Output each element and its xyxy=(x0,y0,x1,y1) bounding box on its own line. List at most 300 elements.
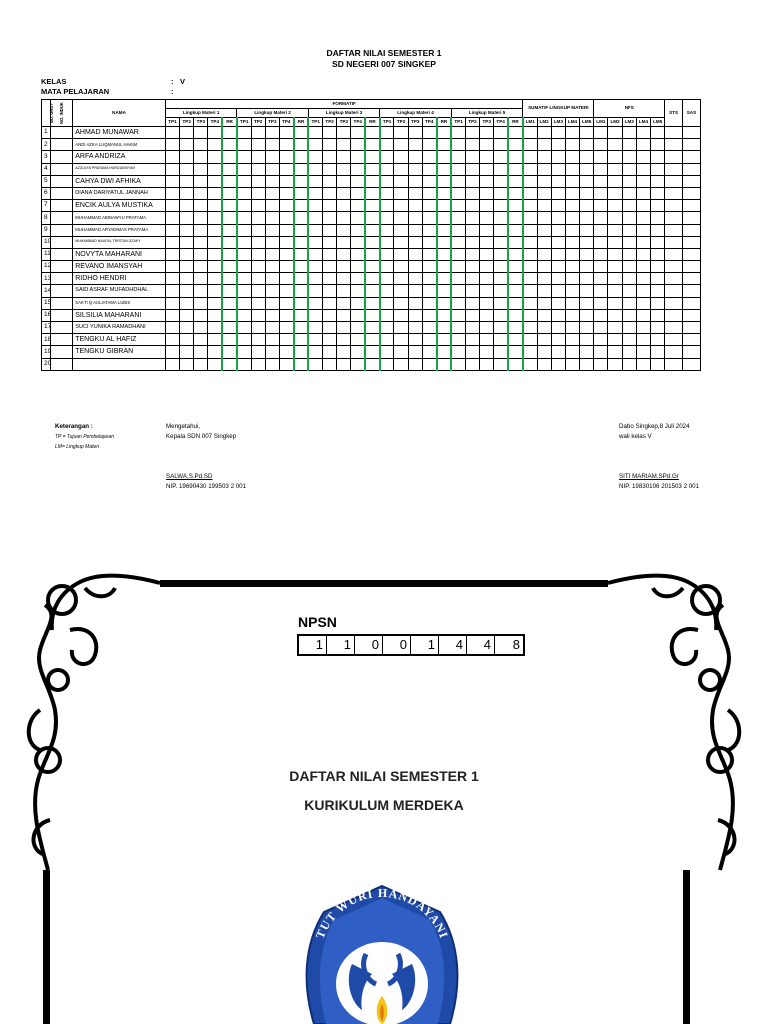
grade-cell xyxy=(494,334,508,346)
kepala-name: SALWA,S.Pd.SD xyxy=(166,473,213,480)
grade-cell xyxy=(208,187,222,199)
grade-cell xyxy=(465,346,479,358)
grade-cell xyxy=(365,212,380,224)
grade-cell xyxy=(608,187,622,199)
grade-cell xyxy=(580,139,594,151)
grade-cell xyxy=(308,163,322,175)
grade-cell xyxy=(465,236,479,248)
grade-cell xyxy=(494,139,508,151)
tp-col-header: TP4 xyxy=(279,118,293,127)
grade-cell xyxy=(237,151,251,163)
grade-cell xyxy=(580,151,594,163)
grade-cell xyxy=(365,163,380,175)
student-name xyxy=(73,358,166,370)
grade-cell xyxy=(523,163,537,175)
student-no-induk xyxy=(51,224,73,236)
grade-cell xyxy=(565,151,579,163)
grade-cell xyxy=(251,358,265,370)
grade-cell xyxy=(622,297,636,309)
grade-cell xyxy=(437,127,452,139)
grade-cell xyxy=(380,358,394,370)
grade-cell xyxy=(222,273,237,285)
grade-cell xyxy=(351,322,365,334)
grade-cell xyxy=(265,248,279,260)
student-no: 14 xyxy=(42,285,51,297)
grade-cell xyxy=(408,261,422,273)
grade-cell xyxy=(208,273,222,285)
grade-cell xyxy=(636,346,650,358)
grade-cell xyxy=(651,163,665,175)
grade-cell xyxy=(365,285,380,297)
grade-cell xyxy=(337,127,351,139)
grade-cell xyxy=(237,309,251,321)
cover-title-line2: KURIKULUM MERDEKA xyxy=(304,797,464,813)
grade-cell xyxy=(323,334,337,346)
grade-cell xyxy=(537,261,551,273)
grade-cell xyxy=(580,127,594,139)
student-no-induk xyxy=(51,139,73,151)
grade-cell xyxy=(394,212,408,224)
grade-cell xyxy=(537,187,551,199)
grade-cell xyxy=(180,127,194,139)
grade-cell xyxy=(594,322,608,334)
grade-cell xyxy=(422,200,436,212)
grade-cell xyxy=(365,236,380,248)
grade-cell xyxy=(237,248,251,260)
grade-cell xyxy=(251,273,265,285)
grade-cell xyxy=(337,273,351,285)
grade-cell xyxy=(465,224,479,236)
npsn-digit: 4 xyxy=(467,636,495,654)
grade-cell xyxy=(422,261,436,273)
grade-cell xyxy=(437,212,452,224)
grade-cell xyxy=(208,285,222,297)
grade-cell xyxy=(651,187,665,199)
tut-wuri-handayani-logo-icon xyxy=(290,884,474,1024)
grade-cell xyxy=(537,309,551,321)
grade-cell xyxy=(494,261,508,273)
grade-cell xyxy=(682,346,700,358)
table-row xyxy=(42,261,701,273)
grade-cell xyxy=(480,297,494,309)
grade-cell xyxy=(208,163,222,175)
grade-cell xyxy=(651,297,665,309)
grade-cell xyxy=(165,297,179,309)
grade-cell xyxy=(636,127,650,139)
grade-cell xyxy=(523,175,537,187)
grade-cell xyxy=(380,273,394,285)
grade-cell xyxy=(308,358,322,370)
grade-cell xyxy=(437,273,452,285)
grade-cell xyxy=(323,224,337,236)
grade-cell xyxy=(465,309,479,321)
grade-cell xyxy=(594,358,608,370)
grade-cell xyxy=(437,346,452,358)
grade-cell xyxy=(323,248,337,260)
grade-cell xyxy=(537,175,551,187)
grade-cell xyxy=(636,200,650,212)
grade-cell xyxy=(565,187,579,199)
grade-cell xyxy=(537,358,551,370)
grade-cell xyxy=(580,273,594,285)
grade-cell xyxy=(508,236,523,248)
grade-cell xyxy=(508,224,523,236)
grade-cell xyxy=(251,212,265,224)
grade-cell xyxy=(222,309,237,321)
grade-cell xyxy=(208,322,222,334)
tp-col-header: TP1 xyxy=(380,118,394,127)
grade-cell xyxy=(494,163,508,175)
grade-cell xyxy=(594,163,608,175)
grade-cell xyxy=(508,151,523,163)
grade-cell xyxy=(323,297,337,309)
grade-cell xyxy=(551,273,565,285)
grade-cell xyxy=(508,297,523,309)
grade-cell xyxy=(665,346,683,358)
grade-cell xyxy=(180,248,194,260)
grade-cell xyxy=(465,285,479,297)
grade-cell xyxy=(622,127,636,139)
grade-cell xyxy=(622,163,636,175)
grade-cell xyxy=(636,248,650,260)
grade-cell xyxy=(237,163,251,175)
grade-cell xyxy=(594,297,608,309)
grade-cell xyxy=(636,187,650,199)
grade-cell xyxy=(580,334,594,346)
grade-cell xyxy=(337,248,351,260)
grade-cell xyxy=(451,236,465,248)
grade-cell xyxy=(165,285,179,297)
grade-cell xyxy=(682,212,700,224)
grade-cell xyxy=(294,285,309,297)
grade-cell xyxy=(480,212,494,224)
grade-cell xyxy=(408,248,422,260)
mapel-label: MATA PELAJARAN xyxy=(41,87,110,96)
grade-cell xyxy=(537,297,551,309)
grade-cell xyxy=(465,139,479,151)
grade-cell xyxy=(279,346,293,358)
grade-cell xyxy=(665,200,683,212)
grade-cell xyxy=(222,200,237,212)
grade-cell xyxy=(365,200,380,212)
grade-cell xyxy=(594,285,608,297)
grade-cell xyxy=(636,163,650,175)
formatif-header: FORMATIF xyxy=(165,100,522,109)
sts-header: STS xyxy=(665,100,683,127)
grade-cell xyxy=(351,200,365,212)
grade-cell xyxy=(523,285,537,297)
tp-col-header: TP3 xyxy=(408,118,422,127)
grade-cell xyxy=(394,175,408,187)
grade-cell xyxy=(194,334,208,346)
grade-cell xyxy=(422,151,436,163)
grade-cell xyxy=(408,334,422,346)
sas-header: SAS xyxy=(682,100,700,127)
grade-cell xyxy=(194,175,208,187)
grade-cell xyxy=(480,151,494,163)
grade-cell xyxy=(380,139,394,151)
lm-col-header: LM2 xyxy=(537,118,551,127)
student-no: 4 xyxy=(42,163,51,175)
lingkup-header-5: Lingkup Materi 5 xyxy=(451,109,523,118)
no-induk-header: NO. INDUK xyxy=(58,101,64,124)
grade-cell xyxy=(180,175,194,187)
grade-cell xyxy=(323,212,337,224)
tp-col-header: TP3 xyxy=(265,118,279,127)
grade-cell xyxy=(565,236,579,248)
lm-col-header: LM5 xyxy=(651,118,665,127)
keterangan-tp: TP = Tujuan Pembelajaran xyxy=(55,434,115,440)
grade-cell xyxy=(394,334,408,346)
grade-cell xyxy=(394,261,408,273)
grade-cell xyxy=(351,261,365,273)
grade-cell xyxy=(565,248,579,260)
grade-cell xyxy=(523,212,537,224)
grade-cell xyxy=(337,224,351,236)
grade-cell xyxy=(682,273,700,285)
nama-header: NAMA xyxy=(73,100,166,127)
grade-cell xyxy=(337,297,351,309)
tp-col-header: TP3 xyxy=(194,118,208,127)
grade-cell xyxy=(165,139,179,151)
grade-cell xyxy=(408,224,422,236)
grade-cell xyxy=(622,322,636,334)
grade-cell xyxy=(308,236,322,248)
grade-cell xyxy=(237,322,251,334)
grade-cell xyxy=(337,358,351,370)
grade-cell xyxy=(651,200,665,212)
grade-cell xyxy=(451,285,465,297)
table-row xyxy=(42,200,701,212)
grade-cell xyxy=(422,175,436,187)
grade-cell xyxy=(180,261,194,273)
grade-cell xyxy=(451,127,465,139)
grade-cell xyxy=(265,187,279,199)
grade-cell xyxy=(180,212,194,224)
grade-cell xyxy=(608,248,622,260)
grade-cell xyxy=(380,127,394,139)
grade-cell xyxy=(451,200,465,212)
grade-cell xyxy=(494,358,508,370)
grade-cell xyxy=(165,358,179,370)
grade-cell xyxy=(523,187,537,199)
sumatif-header: SUMATIF LINGKUP MATERI xyxy=(523,100,594,118)
student-no-induk xyxy=(51,346,73,358)
grade-cell xyxy=(351,273,365,285)
grade-cell xyxy=(651,212,665,224)
grade-cell xyxy=(608,236,622,248)
kepala-nip: NIP. 19690430 199503 2 001 xyxy=(166,483,247,490)
grade-cell xyxy=(622,309,636,321)
student-name: RIDHO HENDRI xyxy=(73,273,166,285)
grade-cell xyxy=(251,285,265,297)
grade-cell xyxy=(622,358,636,370)
grade-cell xyxy=(294,187,309,199)
student-no: 10 xyxy=(42,236,51,248)
grade-cell xyxy=(237,200,251,212)
npsn-digit: 1 xyxy=(327,636,355,654)
grade-cell xyxy=(422,334,436,346)
grade-cell xyxy=(394,163,408,175)
grade-cell xyxy=(294,309,309,321)
grade-cell xyxy=(580,285,594,297)
grade-cell xyxy=(551,297,565,309)
grade-cell xyxy=(222,187,237,199)
grade-cell xyxy=(308,334,322,346)
grade-cell xyxy=(480,285,494,297)
grade-cell xyxy=(665,212,683,224)
grade-cell xyxy=(194,224,208,236)
grade-cell xyxy=(594,273,608,285)
grade-cell xyxy=(365,309,380,321)
grade-cell xyxy=(408,297,422,309)
mengetahui-text: Mengetahui, xyxy=(166,423,201,430)
grade-cell xyxy=(422,309,436,321)
grade-cell xyxy=(682,297,700,309)
grade-cell xyxy=(380,224,394,236)
grade-cell xyxy=(265,346,279,358)
grade-cell xyxy=(323,200,337,212)
grade-cell xyxy=(308,175,322,187)
grade-cell xyxy=(265,273,279,285)
grade-cell xyxy=(451,334,465,346)
grade-cell xyxy=(551,236,565,248)
lm-col-header: LM4 xyxy=(565,118,579,127)
grade-cell xyxy=(208,212,222,224)
grade-cell xyxy=(480,224,494,236)
grade-cell xyxy=(251,236,265,248)
grade-cell xyxy=(437,358,452,370)
lingkup-header-3: Lingkup Materi 3 xyxy=(308,109,379,118)
grade-cell xyxy=(222,236,237,248)
grade-cell xyxy=(194,200,208,212)
grade-cell xyxy=(622,334,636,346)
grade-cell xyxy=(523,358,537,370)
grade-cell xyxy=(365,273,380,285)
keterangan-label: Keterangan : xyxy=(55,423,93,430)
grade-cell xyxy=(294,261,309,273)
grade-cell xyxy=(380,346,394,358)
grade-cell xyxy=(537,346,551,358)
grade-cell xyxy=(351,163,365,175)
student-no-induk xyxy=(51,187,73,199)
grade-cell xyxy=(208,248,222,260)
grade-cell xyxy=(437,322,452,334)
lm-col-header: LM2 xyxy=(608,118,622,127)
grade-cell xyxy=(523,273,537,285)
keterangan-lm: LM= Lingkup Materi xyxy=(55,444,100,450)
grade-cell xyxy=(480,261,494,273)
grade-cell xyxy=(265,334,279,346)
table-row xyxy=(42,236,701,248)
grade-cell xyxy=(408,163,422,175)
grade-cell xyxy=(279,187,293,199)
no-urut-header: NO. URUT xyxy=(49,102,55,123)
grade-cell xyxy=(408,175,422,187)
grade-cell xyxy=(165,236,179,248)
grade-cell xyxy=(608,273,622,285)
grade-cell xyxy=(394,346,408,358)
grade-cell xyxy=(580,358,594,370)
grade-cell xyxy=(551,163,565,175)
grade-cell xyxy=(651,358,665,370)
grade-cell xyxy=(565,224,579,236)
npsn-digit: 1 xyxy=(411,636,439,654)
grade-cell xyxy=(279,151,293,163)
grade-cell xyxy=(508,212,523,224)
grade-cell xyxy=(308,200,322,212)
grade-cell xyxy=(451,261,465,273)
grade-cell xyxy=(494,187,508,199)
grade-cell xyxy=(422,273,436,285)
grade-cell xyxy=(351,297,365,309)
grade-cell xyxy=(494,127,508,139)
npsn-digit: 0 xyxy=(355,636,383,654)
lm-col-header: LM3 xyxy=(622,118,636,127)
grade-cell xyxy=(508,187,523,199)
grade-cell xyxy=(351,175,365,187)
grade-cell xyxy=(537,334,551,346)
grade-cell xyxy=(194,139,208,151)
grade-cell xyxy=(180,151,194,163)
grade-cell xyxy=(208,358,222,370)
grade-cell xyxy=(394,127,408,139)
kepala-title: Kepala SDN 007 Singkep xyxy=(166,433,237,440)
grade-cell xyxy=(651,236,665,248)
grade-cell xyxy=(508,273,523,285)
grade-cell xyxy=(194,322,208,334)
student-no: 11 xyxy=(42,248,51,260)
grade-cell xyxy=(665,261,683,273)
grade-cell xyxy=(682,322,700,334)
grade-cell xyxy=(323,139,337,151)
grade-cell xyxy=(551,322,565,334)
grade-cell xyxy=(537,322,551,334)
grade-cell xyxy=(208,151,222,163)
grade-cell xyxy=(651,309,665,321)
tp-col-header: TP2 xyxy=(251,118,265,127)
grade-cell xyxy=(451,248,465,260)
grade-cell xyxy=(408,358,422,370)
grade-cell xyxy=(279,236,293,248)
grade-cell xyxy=(180,273,194,285)
tp-col-header: RR xyxy=(222,118,237,127)
student-name: AZZULFA PRATAMA HARDIANSYAH xyxy=(73,163,166,175)
grade-cell xyxy=(408,309,422,321)
grade-cell xyxy=(608,261,622,273)
ornament-right-icon xyxy=(608,576,739,870)
grade-cell xyxy=(337,187,351,199)
lingkup-header-2: Lingkup Materi 2 xyxy=(237,109,308,118)
grade-cell xyxy=(682,224,700,236)
grade-cell xyxy=(365,334,380,346)
grade-cell xyxy=(682,151,700,163)
grade-cell xyxy=(465,261,479,273)
grade-cell xyxy=(194,127,208,139)
grade-cell xyxy=(682,127,700,139)
grade-cell xyxy=(494,346,508,358)
grade-cell xyxy=(465,322,479,334)
grade-cell xyxy=(494,212,508,224)
grade-cell xyxy=(565,334,579,346)
grade-cell xyxy=(494,224,508,236)
grade-cell xyxy=(294,322,309,334)
grade-cell xyxy=(580,309,594,321)
student-name: MUHAMMAD ABINAWYU PRATAMA xyxy=(73,212,166,224)
npsn-digit: 0 xyxy=(383,636,411,654)
grade-cell xyxy=(237,358,251,370)
grade-cell xyxy=(465,163,479,175)
